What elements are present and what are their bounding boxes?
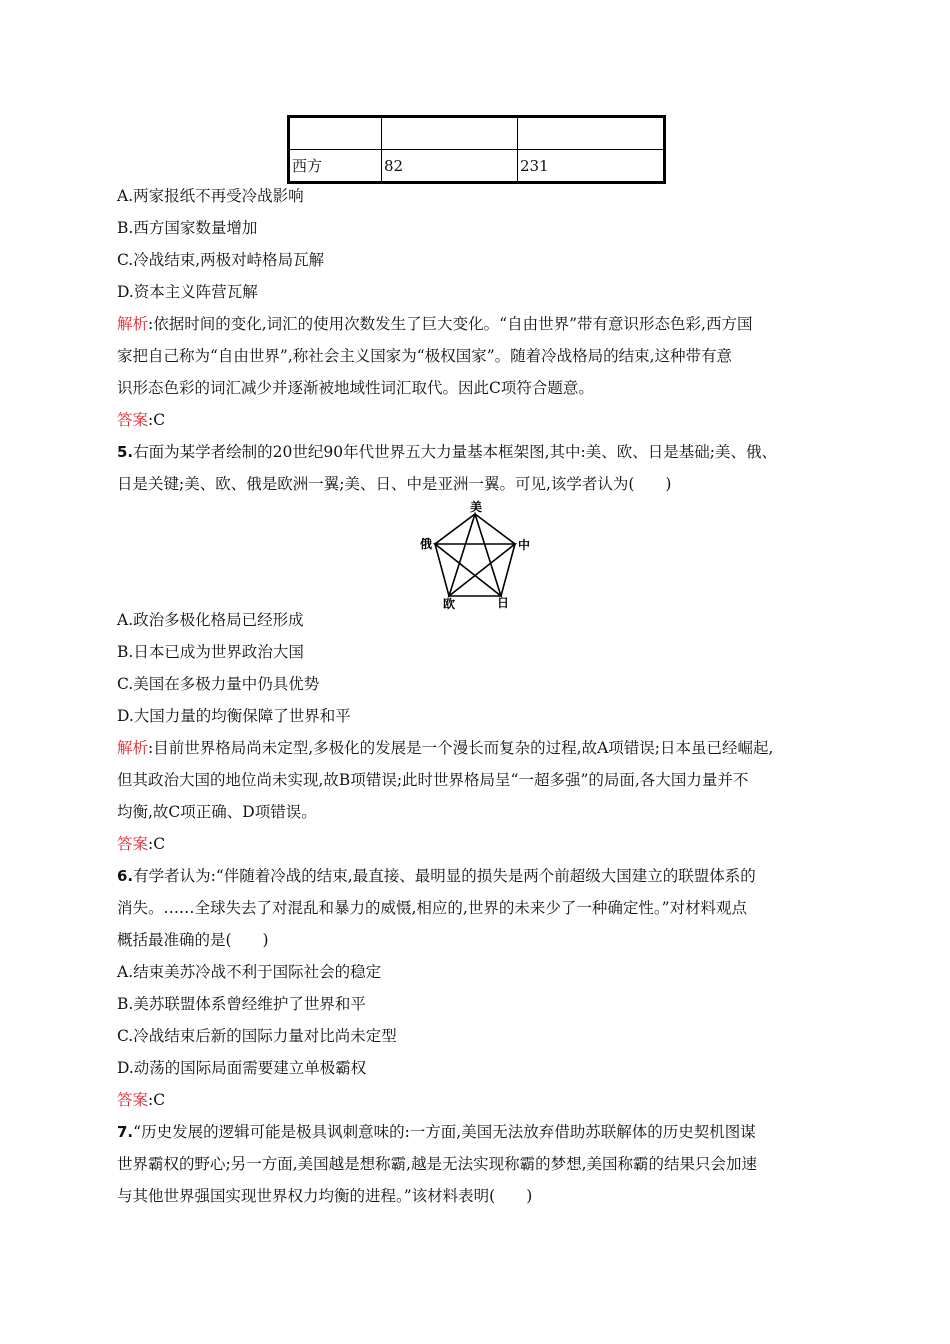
q5-answer (117, 833, 165, 855)
table-header-cell (289, 117, 382, 150)
q5-stem-line (117, 441, 777, 463)
q6-stem-line: 概括最准确的是( ) (117, 931, 269, 949)
answer-label: 答案 (117, 1091, 149, 1109)
question-text: 有学者认为:“伴随着冷战的结束,最直接、最明显的损失是两个前超级大国建立的联盟体系的 (133, 867, 756, 885)
question-number: 5. (117, 443, 134, 461)
q4-analysis-line (117, 313, 752, 335)
q6-stem-line: 消失。……全球失去了对混乱和暴力的威慑,相应的,世界的未来少了一种确定性。”对材料观点 (117, 899, 748, 917)
q4-option-a: A.两家报纸不再受冷战影响 (117, 187, 304, 205)
q7-stem-line: 世界霸权的野心;另一方面,美国越是想称霸,越是无法实现称霸的梦想,美国称霸的结果只会加速 (117, 1155, 758, 1173)
q7-stem-line (117, 1121, 756, 1143)
answer-value: :C (148, 411, 166, 429)
table-header-cell (382, 117, 518, 150)
q4-option-b: B.西方国家数量增加 (117, 219, 258, 237)
question-text: 右面为某学者绘制的20世纪90年代世界五大力量基本框架图,其中:美、欧、日是基础;美、俄、 (133, 443, 777, 461)
table-cell-label: 西方 (289, 150, 382, 183)
q6-option-a: A.结束美苏冷战不利于国际社会的稳定 (117, 963, 382, 981)
data-table (287, 115, 666, 184)
node-label-left: 俄 (420, 537, 433, 551)
question-text: “历史发展的逻辑可能是极具讽刺意味的:一方面,美国无法放弃借助苏联解体的历史契机图谋 (133, 1123, 756, 1141)
question-number: 6. (117, 867, 134, 885)
q6-option-c: C.冷战结束后新的国际力量对比尚未定型 (117, 1027, 397, 1045)
table-cell-value: 231 (518, 150, 665, 183)
analysis-text: :目前世界格局尚未定型,多极化的发展是一个漫长而复杂的过程,故A项错误;日本虽已经崛起, (148, 739, 774, 757)
table-header-row (289, 117, 665, 150)
q4-answer (117, 409, 165, 431)
analysis-label: 解析 (117, 739, 149, 757)
analysis-label: 解析 (117, 315, 149, 333)
q7-stem-line: 与其他世界强国实现世界权力均衡的进程。”该材料表明( ) (117, 1187, 533, 1205)
question-number: 7. (117, 1123, 134, 1141)
q6-answer (117, 1089, 165, 1111)
q4-analysis-line: 识形态色彩的词汇减少并逐渐被地域性词汇取代。因此C项符合题意。 (117, 379, 594, 397)
node-label-top: 美 (470, 500, 483, 514)
node-label-bottom-right: 日 (497, 596, 510, 610)
node-label-bottom-left: 欧 (443, 597, 456, 610)
q6-option-d: D.动荡的国际局面需要建立单极霸权 (117, 1059, 367, 1077)
q5-option-d: D.大国力量的均衡保障了世界和平 (117, 707, 351, 725)
five-powers-diagram (415, 498, 535, 610)
answer-value: :C (148, 835, 166, 853)
q5-option-a: A.政治多极化格局已经形成 (117, 611, 304, 629)
table-row (289, 150, 665, 183)
q4-option-d: D.资本主义阵营瓦解 (117, 283, 258, 301)
pentagon-outline (435, 514, 515, 596)
node-label-right: 中 (518, 538, 531, 552)
analysis-text: :依据时间的变化,词汇的使用次数发生了巨大变化。“自由世界”带有意识形态色彩,西方国 (148, 315, 753, 333)
answer-value: :C (148, 1091, 166, 1109)
q4-option-c: C.冷战结束,两极对峙格局瓦解 (117, 251, 325, 269)
answer-label: 答案 (117, 835, 149, 853)
q4-analysis-line: 家把自己称为“自由世界”,称社会主义国家为“极权国家”。随着冷战格局的结束,这种带有意 (117, 347, 733, 365)
q5-option-b: B.日本已成为世界政治大国 (117, 643, 304, 661)
answer-label: 答案 (117, 411, 149, 429)
q5-analysis-line: 均衡,故C项正确、D项错误。 (117, 803, 317, 821)
q5-analysis-line: 但其政治大国的地位尚未实现,故B项错误;此时世界格局呈“一超多强”的局面,各大国力量并不 (117, 771, 749, 789)
table-cell-value: 82 (382, 150, 518, 183)
q6-option-b: B.美苏联盟体系曾经维护了世界和平 (117, 995, 366, 1013)
q5-stem-line: 日是关键;美、欧、俄是欧洲一翼;美、日、中是亚洲一翼。可见,该学者认为( ) (117, 475, 672, 493)
pentagram-lines (435, 514, 515, 596)
table-header-cell (518, 117, 665, 150)
q5-analysis-line (117, 737, 773, 759)
q6-stem-line (117, 865, 756, 887)
q5-option-c: C.美国在多极力量中仍具优势 (117, 675, 320, 693)
